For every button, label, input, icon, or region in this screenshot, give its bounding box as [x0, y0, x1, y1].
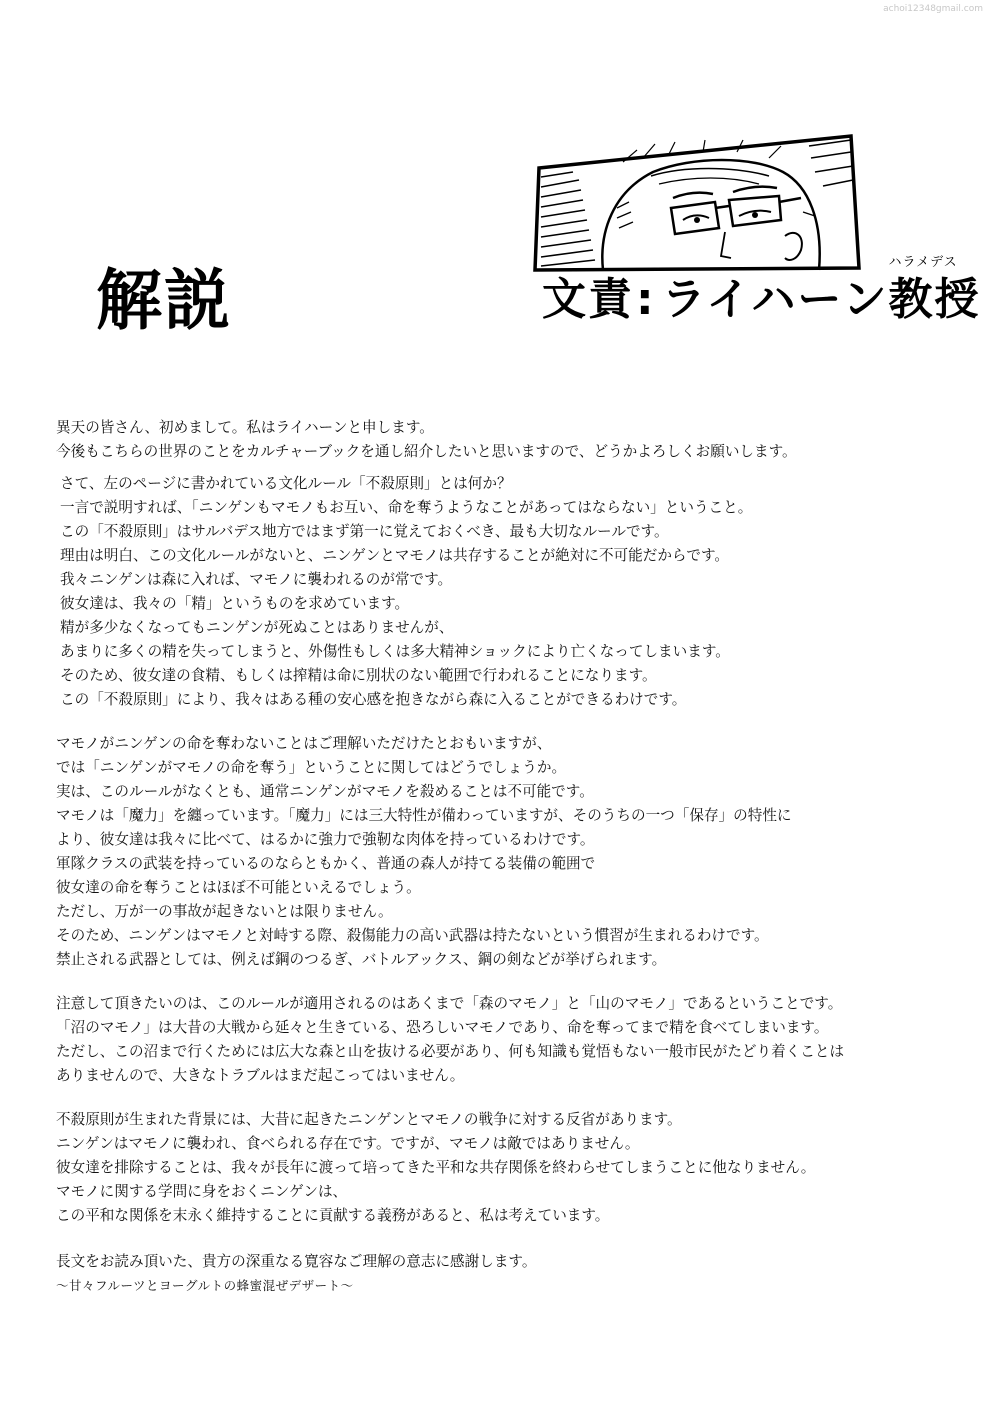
- text-line: 精が多少なくなってもニンゲンが死ぬことはありませんが、: [60, 619, 454, 636]
- watermark: achoi12348gmail.com: [883, 4, 983, 14]
- text-line: 彼女達を排除することは、我々が長年に渡って培ってきた平和な共存関係を終わらせてしまうことに他なりません。: [56, 1159, 816, 1176]
- text-line: この平和な関係を末永く維持することに貢献する義務があると、私は考えています。: [56, 1207, 610, 1224]
- text-line: 一言で説明すれば、「ニンゲンもマモノもお互い、命を奪うようなことがあってはならない」ということ。: [60, 499, 753, 516]
- text-line: この「不殺原則」はサルバデス地方ではまず第一に覚えておくべき、最も大切なルールです。: [60, 523, 669, 540]
- text-line: そのため、ニンゲンはマモノと対峙する際、殺傷能力の高い武器は持たないという慣習が生まれるわけです。: [56, 927, 769, 944]
- text-line: マモノがニンゲンの命を奪わないことはご理解いただけたとおもいますが、: [56, 735, 552, 752]
- text-line: 異天の皆さん、初めまして。私はライハーンと申します。: [56, 419, 434, 436]
- paragraph-background: [56, 1108, 976, 1228]
- text-line: 我々ニンゲンは森に入れば、マモノに襲われるのが常です。: [60, 571, 453, 588]
- text-line: 不殺原則が生まれた背景には、大昔に起きたニンゲンとマモノの戦争に対する反省があります。: [56, 1111, 682, 1128]
- paragraph-swamp-mamono: [56, 992, 976, 1088]
- text-line: マモノは「魔力」を纏っています。「魔力」には三大特性が備わっていますが、そのうちの一つ「保存」の特性に: [56, 807, 792, 824]
- text-line: この「不殺原則」により、我々はある種の安心感を抱きながら森に入ることができるわけです。: [60, 691, 687, 708]
- text-line: 彼女達は、我々の「精」というものを求めています。: [60, 595, 410, 612]
- author-name: ライハーン: [661, 274, 889, 325]
- author-role: 教授: [888, 274, 981, 325]
- text-line: 今後もこちらの世界のことをカルチャーブックを通し紹介したいと思いますので、どうかよろしくお願いします。: [56, 443, 797, 460]
- article-body: [56, 416, 976, 1298]
- dessert-signoff: 〜甘々フルーツとヨーグルトの蜂蜜混ぜデザート〜: [56, 1278, 354, 1293]
- text-line: 長文をお読み頂いた、貴方の深重なる寛容なご理解の意志に感謝します。: [56, 1253, 537, 1270]
- text-line: 軍隊クラスの武装を持っているのならともかく、普通の森人が持てる装備の範囲で: [56, 855, 596, 872]
- paragraph-greeting: [56, 416, 976, 464]
- text-line: そのため、彼女達の食精、もしくは搾精は命に別状のない範囲で行われることになります。: [60, 667, 657, 684]
- text-line: ただし、万が一の事故が起きないとは限りません。: [56, 903, 393, 920]
- text-line: 実は、このルールがなくとも、通常ニンゲンがマモノを殺めることは不可能です。: [56, 783, 594, 800]
- author-portrait-illustration: [533, 132, 861, 272]
- author-role-ruby: ハラメデス: [888, 255, 958, 270]
- text-line: より、彼女達は我々に比べて、はるかに強力で強靭な肉体を持っているわけです。: [56, 831, 595, 848]
- text-line: では「ニンゲンがマモノの命を奪う」ということに関してはどうでしょうか。: [56, 759, 567, 776]
- text-line: ニンゲンはマモノに襲われ、食べられる存在です。ですが、マモノは敵ではありません。: [56, 1135, 640, 1152]
- paragraph-rule-explanation: [56, 472, 976, 712]
- text-line: 彼女達の命を奪うことはほぼ不可能といえるでしょう。: [56, 879, 421, 896]
- text-line: 禁止される武器としては、例えば鋼のつるぎ、バトルアックス、鋼の剣などが挙げられます。: [56, 951, 667, 968]
- author-role-wrapper: [888, 255, 981, 325]
- text-line: 「沼のマモノ」は大昔の大戦から延々と生きている、恐ろしいマモノであり、命を奪ってまで精を食べてしまいます。: [56, 1019, 829, 1036]
- byline-separator: :: [636, 274, 656, 325]
- text-line: ありませんので、大きなトラブルはまだ起こってはいません。: [56, 1067, 465, 1084]
- byline-label: 文責: [542, 274, 634, 325]
- paragraph-closing: [56, 1250, 976, 1298]
- text-line: 理由は明白、この文化ルールがないと、ニンゲンとマモノは共存することが絶対に不可能だからです。: [60, 547, 729, 564]
- paragraph-weapons: [56, 732, 976, 972]
- page-title: 解説: [96, 262, 232, 339]
- text-line: ただし、この沼まで行くためには広大な森と山を抜ける必要があり、何も知識も覚悟もない一般市民がたどり着くことは: [56, 1043, 845, 1060]
- text-line: さて、左のページに書かれている文化ルール「不殺原則」とは何か？: [60, 475, 512, 492]
- text-line: あまりに多くの精を失ってしまうと、外傷性もしくは多大精神ショックにより亡くなってしまいます。: [60, 643, 730, 660]
- author-byline: [542, 255, 981, 325]
- text-line: 注意して頂きたいのは、このルールが適用されるのはあくまで「森のマモノ」と「山のマモノ」であるということです。: [56, 995, 843, 1012]
- text-line: マモノに関する学問に身をおくニンゲンは、: [56, 1183, 348, 1200]
